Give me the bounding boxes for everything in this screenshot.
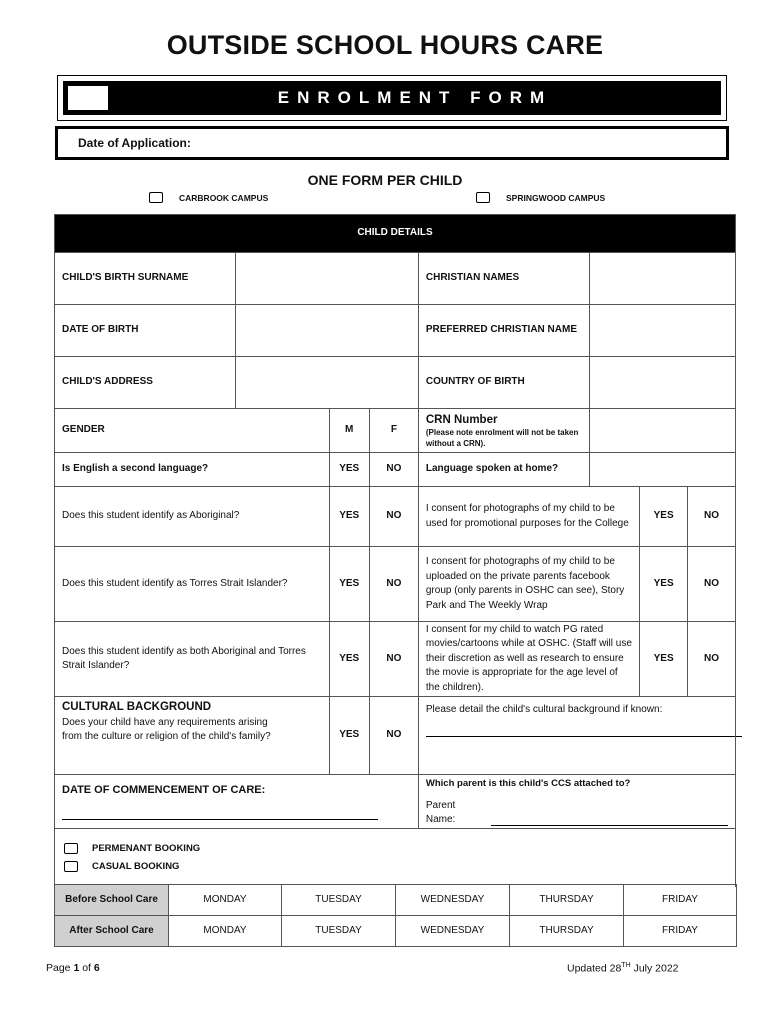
banner-title: ENROLMENT FORM [277, 88, 553, 107]
consent-promo-label: I consent for photographs of my child to be used for promotional purposes for the College [418, 487, 639, 547]
day-friday[interactable]: FRIDAY [624, 885, 737, 916]
page-of: of [82, 962, 91, 974]
cultural-yes-option[interactable]: YES [329, 697, 369, 775]
page-total: 6 [93, 962, 100, 974]
crn-note: (Please note enrolment will not be taken without a CRN). [425, 428, 579, 448]
ccs-question: Which parent is this child's CCS attached to? [425, 778, 631, 789]
page-number [46, 962, 100, 974]
booking-label: CASUAL BOOKING [92, 860, 180, 872]
cultural-cell [55, 697, 330, 775]
birth-surname-input[interactable] [235, 253, 418, 305]
updated-suffix: July 2022 [633, 962, 679, 975]
address-label: CHILD'S ADDRESS [55, 357, 236, 409]
aboriginal-yes-option[interactable]: YES [329, 487, 369, 547]
language-home-input[interactable] [590, 453, 736, 487]
page-prefix: Page [46, 962, 71, 974]
one-form-note: ONE FORM PER CHILD [307, 172, 463, 188]
campus-springwood[interactable] [476, 192, 605, 203]
section-header: CHILD DETAILS [55, 215, 736, 253]
aboriginal-label: Does this student identify as Aboriginal? [55, 487, 330, 547]
booking-label: PERMENANT BOOKING [92, 842, 201, 854]
torres-yes-option[interactable]: YES [329, 547, 369, 622]
day-tuesday[interactable]: TUESDAY [282, 916, 396, 947]
crn-label: CRN Number [425, 413, 498, 426]
campus-label: CARBROOK CAMPUS [179, 192, 269, 203]
consent-movies-yes-option[interactable]: YES [640, 622, 688, 697]
updated-prefix: Updated 28 [567, 962, 622, 975]
booking-cell [55, 829, 736, 887]
day-monday[interactable]: MONDAY [169, 885, 282, 916]
both-yes-option[interactable]: YES [329, 622, 369, 697]
dob-input[interactable] [235, 305, 418, 357]
consent-facebook-yes-option[interactable]: YES [640, 547, 688, 622]
dob-label: DATE OF BIRTH [55, 305, 236, 357]
consent-promo-yes-option[interactable]: YES [640, 487, 688, 547]
updated-sup: TH [621, 962, 631, 969]
address-input[interactable] [235, 357, 418, 409]
crn-label-cell [418, 409, 589, 453]
page-current: 1 [73, 962, 80, 974]
aboriginal-no-option[interactable]: NO [369, 487, 418, 547]
parent-name-row[interactable] [426, 799, 728, 828]
cultural-title: CULTURAL BACKGROUND [62, 701, 212, 713]
day-monday[interactable]: MONDAY [169, 916, 282, 947]
campus-label: SPRINGWOOD CAMPUS [506, 192, 606, 203]
english-no-option[interactable]: NO [369, 453, 418, 487]
cultural-no-option[interactable]: NO [369, 697, 418, 775]
child-details-table [54, 214, 736, 887]
gender-f-option[interactable]: F [369, 409, 418, 453]
english-second-label: Is English a second language? [55, 453, 330, 487]
commencement-cell[interactable] [55, 775, 419, 829]
ccs-cell[interactable] [418, 775, 735, 829]
cultural-detail-line[interactable] [426, 736, 742, 737]
cultural-question: Does your child have any requirements arising from the culture or religion of the child's family? [62, 716, 271, 743]
day-wednesday[interactable]: WEDNESDAY [396, 885, 510, 916]
both-label: Does this student identify as both Aboriginal and Torres Strait Islander? [55, 622, 330, 697]
consent-promo-no-option[interactable]: NO [688, 487, 736, 547]
consent-movies-no-option[interactable]: NO [688, 622, 736, 697]
language-home-label: Language spoken at home? [418, 453, 589, 487]
birth-surname-label: CHILD'S BIRTH SURNAME [55, 253, 236, 305]
campus-carbrook[interactable] [149, 192, 268, 203]
consent-facebook-no-option[interactable]: NO [688, 547, 736, 622]
date-of-application-label: Date of Application: [78, 136, 191, 150]
day-friday[interactable]: FRIDAY [624, 916, 737, 947]
booking-casual[interactable] [62, 860, 728, 874]
day-thursday[interactable]: THURSDAY [510, 916, 624, 947]
page-title: OUTSIDE SCHOOL HOURS CARE [166, 30, 604, 60]
both-no-option[interactable]: NO [369, 622, 418, 697]
updated-date [567, 962, 679, 975]
commencement-line[interactable] [62, 819, 378, 820]
parent-name-line[interactable] [491, 825, 728, 826]
consent-facebook-label: I consent for photographs of my child to be uploaded on the private parents facebook group (only parents in OSHC can see), Story Park and The Weekly Wrap [418, 547, 639, 622]
gender-m-option[interactable]: M [329, 409, 369, 453]
country-input[interactable] [590, 357, 736, 409]
banner-logo-box [68, 86, 108, 110]
day-thursday[interactable]: THURSDAY [510, 885, 624, 916]
christian-names-label: CHRISTIAN NAMES [418, 253, 589, 305]
booking-permanent[interactable] [62, 842, 728, 856]
care-row-label: After School Care [55, 916, 169, 947]
day-tuesday[interactable]: TUESDAY [282, 885, 396, 916]
torres-no-option[interactable]: NO [369, 547, 418, 622]
torres-label: Does this student identify as Torres Strait Islander? [55, 547, 330, 622]
care-days-table [54, 884, 737, 947]
english-yes-option[interactable]: YES [329, 453, 369, 487]
checkbox-icon[interactable] [64, 843, 78, 854]
checkbox-icon[interactable] [476, 192, 490, 203]
christian-names-input[interactable] [590, 253, 736, 305]
day-wednesday[interactable]: WEDNESDAY [396, 916, 510, 947]
consent-movies-label: I consent for my child to watch PG rated movies/cartoons while at OSHC. (Staff will use their discretion as well as research to ensure the movie is appropriate for the age level of the children). [418, 622, 639, 697]
gender-label: GENDER [55, 409, 330, 453]
cultural-detail-label: Please detail the child's cultural background if known: [425, 704, 663, 715]
checkbox-icon[interactable] [64, 861, 78, 872]
checkbox-icon[interactable] [149, 192, 163, 203]
preferred-name-input[interactable] [590, 305, 736, 357]
preferred-name-label: PREFERRED CHRISTIAN NAME [418, 305, 589, 357]
cultural-detail-cell[interactable] [418, 697, 735, 775]
commencement-label: DATE OF COMMENCEMENT OF CARE: [62, 784, 266, 797]
date-of-application-field[interactable] [55, 126, 729, 160]
parent-name-label: Parent Name: [425, 799, 456, 826]
crn-input[interactable] [590, 409, 736, 453]
country-label: COUNTRY OF BIRTH [418, 357, 589, 409]
care-row-label: Before School Care [55, 885, 169, 916]
